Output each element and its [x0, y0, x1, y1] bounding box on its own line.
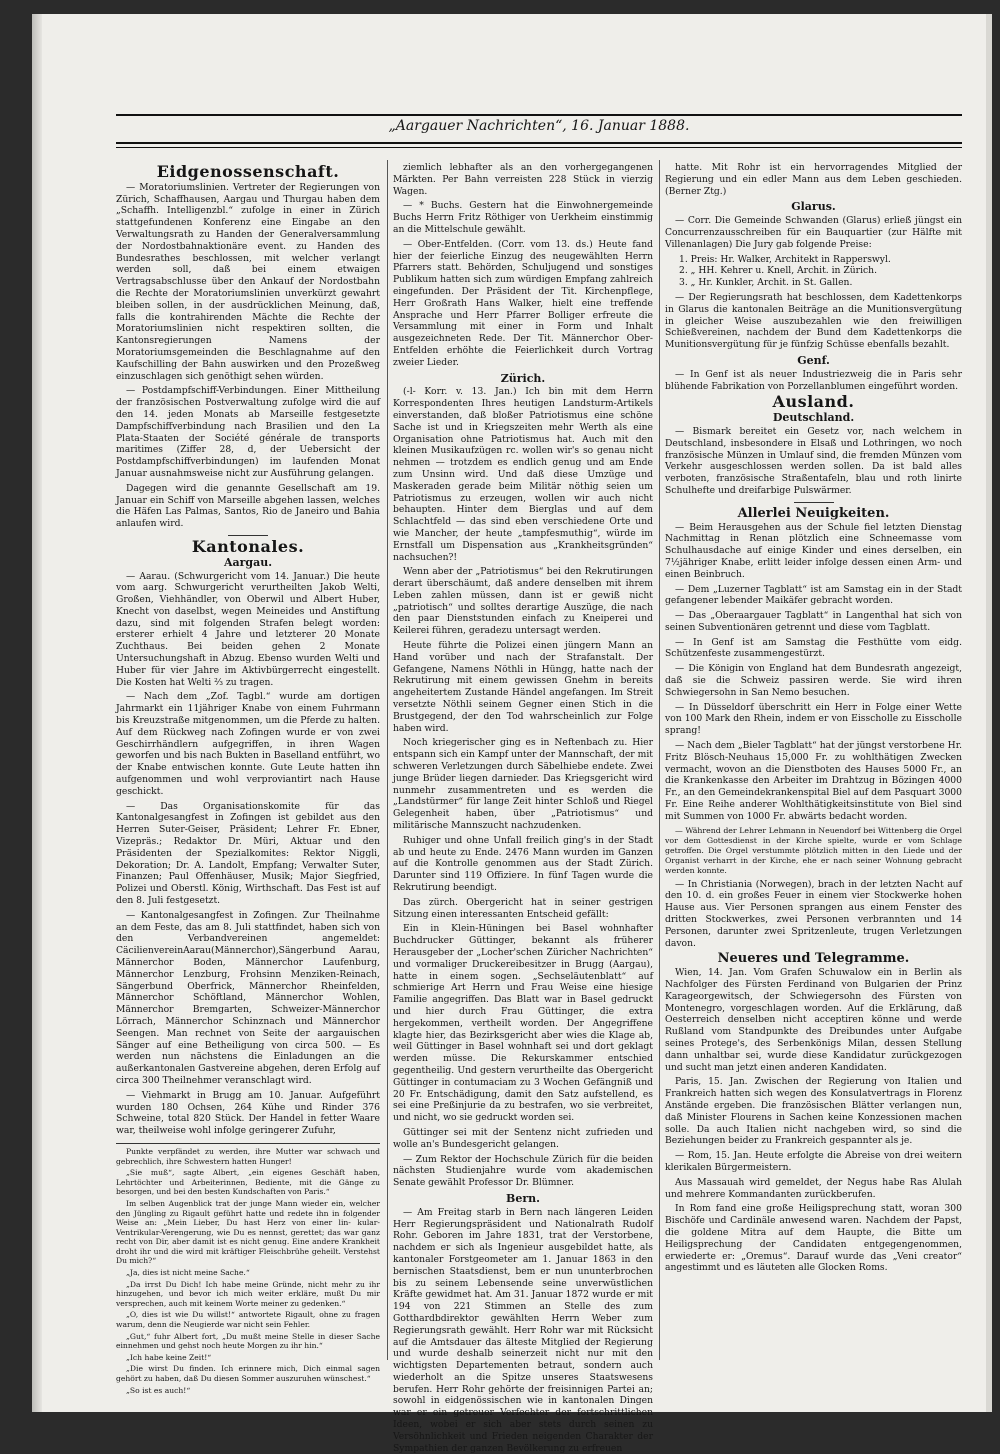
article-zurich-landsturm: (-l- Korr. v. 13. Jan.) Ich bin mit dem Herrn Korrespondenten Ihres heutigen Landsturm-Artikels einverstanden, daß bloßer Patriotismus eine schöne Sache ist und in Kriegszeiten mehr Werth als eine Organisation ohne Patriotismus hat. Auch mit den kleinen Musikaufzügen rc. wollen wir's so genau nicht nehmen — trotzdem es endlich genug und am Ende zum Unsinn wird. Und daß diese Umzüge und Maskeraden gerade beim Militär nöthig seien um Patriotismus zu erzeugen, wollen wir auch nicht behaupten. Hinter dem Bierglas und auf dem Schlachtfeld — das sind eben verschiedene Orte und wie Mancher, der heute „tampfesmuthig“, würde im Ernstfall um Dispensation aus „Krankheitsgründen“ nachsuchen?! [393, 386, 653, 563]
article-genf-porzellan: — In Genf ist als neuer Industriezweig die in Paris sehr blühende Fabrikation von Porzellanblumen eingeführt worden. [665, 368, 962, 392]
article-zurich-polizei: Heute führte die Polizei einen jüngern Mann an Hand vorüber und nach der Strafanstalt. Der Gefangene, Namens Nöthli in Hüngg, hatte nach der Rekrutirung mit einem gewissen Gnehm in bereits angeheitertem Zustande Händel angefangen. Im Streit versetzte Nöthli seinem Gegner einen Stich in die Brustgegend, der den Tod wahrscheinlich zur Folge haben wird. [393, 640, 653, 734]
prize-item: 2. „ HH. Kehrer u. Knell, Archit. in Zürich. [679, 265, 877, 277]
feuilleton-paragraph: „Sie muß“, sagte Albert, „ein eigenes Geschäft haben, Lehrtöchter und Arbeiterinnen, Bediente, mit die Gänge zu besorgen, und bei den besten Kundschaften von Paris.“ [116, 1168, 380, 1197]
article-ober-entfelden: — Ober-Entfelden. (Corr. vom 13. ds.) Heute fand hier der feierliche Einzug des neugewählten Herrn Pfarrers statt. Behörden, Schuljugend und sonstiges Publikum hatten sich zum würdigen Empfang zahlreich eingefunden. Der Präsident der Tit. Kirchenpflege, Herr Großrath Hans Walker, hielt eine treffende Ansprache und Herr Pfarrer Bolliger erfreute die Versammlung mit einer in Form und Inhalt ausgezeichneten Rede. Der Tit. Männerchor Ober-Entfelden erhöhte die Feierlichkeit durch Vortrag zweier Lieder. [393, 238, 653, 368]
section-heading-eidgenossenschaft: Eidgenossenschaft. [156, 162, 340, 181]
article-kantonalgesangfest: — Kantonalgesangfest in Zofingen. Zur Theilnahme an dem Feste, das am 8. Juli stattfindet, haben sich von den Verbandvereinen angemeldet: CäcilienvereinAarau(Männerchor),Sängerbund Aarau, Männerchor Boden, Männerchor Laufenburg, Männerchor Lenzburg, Frohsinn Menziken-Reinach, Sängerbund Oberfrick, Männerchor Rheinfelden, Männerchor Schöftland, Männerchor Wohlen, Männerchor Bremgarten, Schweizer-Männerchor Lörrach, Männerchor Schinznach und Männerchor Seengen. Man rechnet von Seite der aargauischen Sänger auf eine Betheiligung von circa 500. — Es werden nun nächstens die Einladungen an die außerkantonalen Gastvereine abgehen, deren Erfolg auf circa 300 Theilnehmer veranschlagt wird. [116, 909, 380, 1086]
subheading-aargau: Aargau. [223, 555, 273, 569]
article-zurich-patriotismus: Wenn aber der „Patriotismus“ bei den Rekrutirungen derart überschäumt, daß andere denselben mit ihrem Leben zahlen müssen, dann ist er gewiß nicht „patriotisch“ und solltes derartige Auszüge, die nach den paar Dienststunden einfach zu Kneiperei und Keilerei führen, geradezu untersagt werden. [393, 566, 653, 637]
article-aarau-schwurgericht: — Aarau. (Schwurgericht vom 14. Januar.) Die heute vom aarg. Schwurgericht verurtheilten Jakob Welti, Großen, Viehhändler, von Oberwil und Albert Huber, Knecht von daselbst, wegen Meineides und Anstiftung dazu, sind mit folgenden Strafen belegt worden: ersterer erhielt 4 Jahre und letzterer 20 Monate Zuchthaus. Bei beiden gehen 2 Monate Untersuchungshaft in Abzug. Ebenso wurden Welti und Huber für vier Jahre im Aktivbürgerrecht eingestellt. Die Kosten hat Welti ⅔ zu tragen. [116, 570, 380, 688]
article-moratoriumslinien: — Moratoriumslinien. Vertreter der Regierungen von Zürich, Schaffhausen, Aargau und Thurgau haben dem „Schaffh. Intelligenzbl.“ zufolge in einer in Zürich stattgefundenen Konferenz eine Eingabe an den Verwaltungsrath zu Handen der Generalversammlung der Nordostbahnaktionäre event. zu Handen des Bundesrathes beschlossen, mit welcher verlangt werden soll, daß bei einem etwaigen Vertragsabschlusse über den Ankauf der Nordostbahn die Rechte der Moratoriumslinien unverkürzt gewahrt bleiben sollen, in der ausdrücklichen Meinung, daß, falls die kontrahirenden Mächte die Rechte der Moratoriumslinien nicht respektiren sollten, die Kantonsregierungen Namens der Moratoriumsgemeinden die Beschlagnahme auf den Kaufschilling der Bahn auswirken und den Prozeßweg einzuschlagen sich genöthigt sehen würden. [116, 181, 380, 382]
subheading-bern: Bern. [506, 1191, 540, 1205]
article-heiligsprechung: In Rom fand eine große Heiligsprechung statt, woran 300 Bischöfe und Cardinäle anwesend waren. Nachdem der Papst, die goldene Mitra auf dem Haupte, die Bitte um Heiligsprechung der Candidaten entgegengenommen, erwiederte er: „Oremus“. Darauf wurde das „Veni creator“ angestimmt und es läuteten alle Glocken Roms. [665, 1203, 962, 1274]
section-heading-kantonales: Kantonales. [191, 536, 305, 556]
article-kadettenkorps: — Der Regierungsrath hat beschlossen, dem Kadettenkorps in Glarus die kantonalen Beiträge an die Munitionsvergütung in gleicher Weise auszubezahlen wie den freiwilligen Schießvereinen, nachdem der Bund dem Kadettenkorps die Munitionsvergütung für je fünfzig Schüsse ebenfalls bezahlt. [665, 291, 962, 351]
masthead-rule-top [116, 114, 962, 116]
article-neftenbach: Noch kriegerischer ging es in Neftenbach zu. Hier entspann sich ein Kampf unter der Mannschaft, der mit schweren Verletzungen durch Säbelhiebe endete. Zwei junge Brüder liegen darnieder. Das Kriegsgericht wird nunmehr zusammentreten und es werden die „Landstürmer“ für lange Zeit hinter Schloß und Riegel Gelegenheit haben, über „Patriotismus“ und militärische Mannszucht nachzudenken. [393, 737, 653, 832]
section-heading-ausland: Ausland. [772, 392, 855, 412]
article-koenigin: — Die Königin von England hat dem Bundesrath angezeigt, daß sie die Schweiz passiren werde. Sie wird ihren Schwiegersohn in San Nemo besuchen. [665, 663, 962, 698]
article-lehmann: — Während der Lehrer Lehmann in Neuendorf bei Wittenberg die Orgel vor dem Gottesdienst in der Kirche spielte, wurde er vom Schlage getroffen. Die Orgel verstummte plötzlich mitten in den Liede und der Organist verharrt in der Kirche, ehe er nach seiner Wohnung gebracht werden konnte. [665, 825, 962, 875]
article-postdampfschiff-cont: Dagegen wird die genannte Gesellschaft am 19. Januar ein Schiff von Marseille abgehen lassen, welches die Häfen Las Palmas, Santos, Rio de Janeiro und Bahia anlaufen wird. [116, 482, 380, 530]
feuilleton-paragraph: „O, dies ist wie Du willst!“ antwortete Rigault, ohne zu fragen warum, denn die Neugierde war nicht sein Fehler. [116, 1310, 380, 1330]
article-rekrutirung: Ruhiger und ohne Unfall freilich ging's in der Stadt ab und heute zu Ende. 2476 Mann wurden im Ganzen auf die Kontrolle genommen aus der Stadt Zürich. Darunter sind 119 Offiziere. In fünf Tagen wurde die Rekrutirung beendigt. [393, 834, 653, 894]
article-obergericht: Das zürch. Obergericht hat in seiner gestrigen Sitzung einen interessanten Entscheid gefällt: [393, 896, 653, 920]
article-guttinger: Ein in Klein-Hüningen bei Basel wohnhafter Buchdrucker Güttinger, bekannt als früherer Herausgeber der „Locher'schen Züricher Nachrichten“ und vormaliger Druckereibesitzer in Brugg (Aargau), hatte in einem sogen. „Sechseläutenblatt“ auf schmierige Art Herrn und Frau Weise eine hiesige Familie angegriffen. Das Blatt war in Basel gedruckt und hier durch Frau Güttinger, die extra hergekommen, vertheilt worden. Der Angegriffene klagte hier, das Bezirksgericht aber wies die Klage ab, weil Güttinger in Basel wohnhaft sei und dort geklagt werden müsse. Die Rekurskammer entschied gegentheilig. Und gestern verurtheilte das Obergericht Güttinger in contumaciam zu 3 Wochen Gefängniß und 20 Fr. Entschädigung, damit den Satz aufstellend, es sei eine Preßinjurie da zu bestrafen, wo sie verbreitet, und nicht, wo sie gedruckt worden sei. [393, 923, 653, 1124]
feuilleton-paragraph: „Da irrst Du Dich! Ich habe meine Gründe, nicht mehr zu ihr hinzugehen, und bevor ich mich weiter erkläre, mußt Du mir versprechen, auch mit keinem Worte meiner zu gedenken.“ [116, 1279, 380, 1308]
page-edge-right [986, 14, 992, 1412]
article-schwanden: — Corr. Die Gemeinde Schwanden (Glarus) erließ jüngst ein Concurrenzausschreiben für ein Bauquartier (zur Hälfte mit Villenanlagen) Die Jury gab folgende Preise: [665, 215, 962, 250]
separator [228, 535, 268, 536]
feuilleton-paragraph: „Ja, dies ist nicht meine Sache.“ [126, 1268, 250, 1278]
column-rule-1 [387, 160, 388, 1360]
article-buchs: — * Buchs. Gestern hat die Einwohnergemeinde Buchs Herrn Fritz Röthiger von Uerkheim einstimmig an die Mittelschule gewählt. [393, 200, 653, 235]
article-bern-rohr: — Am Freitag starb in Bern nach längeren Leiden Herr Regierungspräsident und Nationalrath Rudolf Rohr. Geboren im Jahre 1831, trat der Verstorbene, nachdem er sich als Ingenieur ausgebildet hatte, als kantonaler Forstgeometer am 1. Januar 1863 in den bernischen Staatsdienst, bem er nun ununterbrochen bis zu seinem Lebensende seine unverwüstlichen Kräfte gewidmet hat. Am 31. Januar 1872 wurde er mit 194 von 221 Stimmen an Stelle des zum Gotthardbdirektor gewählten Herrn Weber zum Regierungsrath gewählt. Herr Rohr war mit Rücksicht auf die Amtsdauer das älteste Mitglied der Regierung und wurde deshalb seinerzeit nicht nur mit den wichtigsten Departementen betraut, sondern auch wiederholt an die Spitze unseres Staatswesens berufen. Herr Rohr gehörte der freisinnigen Partei an; sowohl in eidgenössischen wie in kantonalen Dingen war er ein getreuer Verfechter der fortschrittlichen Ideen, wobei er sich aber stets durch seinen zu Versöhnlichkeit und Frieden neigenden Charakter der Sympathien der ganzen Bevölkerung zu erfreuen [393, 1206, 653, 1454]
masthead-rule-thin [116, 147, 962, 148]
article-massauah: Aus Massauah wird gemeldet, der Negus habe Ras Alulah und mehrere Kommandanten zurückberufen. [665, 1176, 962, 1200]
article-rektor-hochschule: — Zum Rektor der Hochschule Zürich für die beiden nächsten Studienjahre wurde vom akademischen Senate gewählt Professor Dr. Blümner. [393, 1153, 653, 1189]
article-bismark: — Bismark bereitet ein Gesetz vor, nach welchem in Deutschland, insbesondere in Elsaß und Lothringen, wo noch französische Münzen in Umlauf sind, die fremden Münzen vom Verkehr ausgeschlossen werden sollen. Da ist bald alles verboten, französische Straßentafeln, blau und roth linirte Schulhefte und dreifarbige Pulswärmer. [665, 425, 962, 496]
article-maikafer: — Dem „Luzerner Tagblatt“ ist am Samstag ein in der Stadt gefangener lebender Maikäfer gebracht worden. [665, 583, 962, 607]
article-renan: — Beim Herausgehen aus der Schule fiel letzten Dienstag Nachmittag in Renan plötzlich eine Schneemasse vom Schulhausdache auf einige Kinder und eines derselben, ein 7½jähriger Knabe, erlitt leider infolge dessen einen Arm- und einen Beinbruch. [665, 521, 962, 580]
subheading-genf: Genf. [797, 353, 830, 367]
feuilleton-paragraph: „Gut,“ fuhr Albert fort, „Du mußt meine Stelle in dieser Sache einnehmen und gehst noch heute Morgen zu ihr hin.“ [116, 1331, 380, 1351]
masthead-rule-bottom [116, 142, 962, 144]
article-oberaargauer: — Das „Oberaargauer Tagblatt“ in Langenthal hat sich von seinen Subventionären getrennt und diese vom Tagblatt. [665, 610, 962, 633]
article-rom: — Rom, 15. Jan. Heute erfolgte die Abreise von drei weitern klerikalen Bürgermeistern. [665, 1150, 962, 1173]
column-rule-2 [659, 160, 660, 1360]
feuilleton-paragraph: „Ich habe keine Zeit!“ [126, 1352, 212, 1362]
subheading-deutschland: Deutschland. [772, 411, 855, 425]
article-zofingen-knabe: — Nach dem „Zof. Tagbl.“ wurde am dortigen Jahrmarkt ein 11jähriger Knabe von einem Fuhrmann bis Kreuzstraße mitgenommen, um die Pferde zu halten. Auf dem Rückweg nach Zofingen wurde er von zwei Geschirrhändlern aufgegriffen, in ihren Wagen geworfen und bis nach Bukten in Baselland entführt, wo der Knabe entwischen konnte. Gute Leute hatten ihn aufgenommen und wohl verproviantirt nach Hause geschickt. [116, 691, 380, 797]
feuilleton-paragraph: „So ist es auch!“ [126, 1385, 191, 1395]
separator [794, 502, 834, 503]
article-festhuette: — In Genf ist am Samstag die Festhütte vom eidg. Schützenfeste zusammengestürzt. [665, 636, 962, 660]
prize-item: 1. Preis: Hr. Walker, Architekt in Rapperswyl. [679, 253, 891, 265]
article-wien: Wien, 14. Jan. Vom Grafen Schuwalow ein in Berlin als Nachfolger des Fürsten Ferdinand von Bulgarien der Prinz Karageorgewitsch, der Schwiegersohn des Fürsten von Montenegro, vorgeschlagen worden. Auf die Erklärung, daß Oesterreich denselben nicht acceptiren könne und werde Rußland vom Standpunkte des Dreibundes unter Aufgabe seines Protege's, des Serbenkönigs Milan, dessen Stellung dann unhaltbar sei, wurde diese Kandidatur zurückgezogen und sucht man jetzt einen anderen Kandidaten. [665, 967, 962, 1073]
newspaper-page [32, 14, 992, 1454]
article-christiania: — In Christiania (Norwegen), brach in der letzten Nacht auf den 10. d. ein großes Feuer in einem vier Stockwerke hohen Hause aus. Vier Personen sprangen aus einem Fenster des dritten Stockwerkes, zwei Personen verbrannten und 14 Personen, darunter zwei Spritzenleute, trugen Verletzungen davon. [665, 878, 962, 949]
section-heading-neueres: Neueres und Telegramme. [717, 951, 910, 967]
article-viehmarkt-brugg: — Viehmarkt in Brugg am 10. Januar. Aufgeführt wurden 180 Ochsen, 264 Kühe und Rinder 376 Schweine, total 820 Stück. Der Handel in fetter Waare war, theilweise wohl infolge geringerer Zufuhr, [116, 1089, 380, 1137]
column-3 [665, 162, 962, 1357]
feuilleton-paragraph: „Die wirst Du finden. Ich erinnere mich, Dich einmal sagen gehört zu haben, daß Du diesen Sommer auszuruhen wünschest.“ [116, 1364, 380, 1384]
article-duesseldorf: — In Düsseldorf überschritt ein Herr in Folge einer Wette von 100 Mark den Rhein, indem er von Eisscholle zu Eisscholle sprang! [665, 701, 962, 737]
article-guttinger-cont: Güttinger sei mit der Sentenz nicht zufrieden und wolle an's Bundesgericht gelangen. [393, 1126, 653, 1150]
feuilleton [116, 1143, 380, 1395]
section-heading-allerlei: Allerlei Neuigkeiten. [737, 505, 890, 521]
article-paris: Paris, 15. Jan. Zwischen der Regierung von Italien und Frankreich hatten sich wegen des Konsulatvertrags in Florenz Anstände ergeben. Die französischen Blätter verlangen nun, daß Minister Flourens in Sachen keine Konzessionen machen solle. Da auch Italien nicht nachgeben wird, so sind die Beziehungen beider zu Frankreich gespannter als je. [665, 1076, 962, 1147]
masthead [116, 118, 962, 138]
subheading-glarus: Glarus. [791, 200, 836, 214]
article-organisationskomite: — Das Organisationskomite für das Kantonalgesangfest in Zofingen ist gebildet aus den Herren Suter-Geiser, Präsident; Lehrer Fr. Ebner, Vizepräs.; Redaktor Dr. Müri, Aktuar und den Präsidenten der Spezialkomites: Rektor Niggli, Dekoration; Dr. A. Landolt, Empfang; Verwalter Suter, Finanzen; Paul Offenhäuser, Musik; Major Siegfried, Polizei und Oberstl. König, Wirthschaft. Das Fest ist auf den 8. Juli festgesetzt. [116, 800, 380, 907]
page-edge-left [32, 14, 42, 1412]
article-bern-rohr-cont: hatte. Mit Rohr ist ein hervorragendes Mitglied der Regierung und ein edler Mann aus dem Leben geschieden. (Berner Ztg.) [665, 162, 962, 197]
column-2 [393, 162, 653, 1454]
masthead-title: „Aargauer Nachrichten“, 16. Januar 1888. [388, 118, 690, 134]
column-1 [116, 162, 380, 1395]
feuilleton-paragraph: Im selben Augenblick trat der junge Mann wieder ein, welcher den Jüngling zu Rigault geführt hatte und redete ihn in folgender Weise an: „Mein Lieber, Du hast Herz von einer lin- kular-Ventrikular-Verengerung, wie Du es nennst, gerettet; das war ganz recht von Dir, aber damit ist es nicht genug. Eine andere Krankheit droht ihr und die wird mit kräftiger Fleischbrühe geheilt. Verstehst Du mich?“ [116, 1198, 380, 1266]
article-postdampfschiff: — Postdampfschiff-Verbindungen. Einer Mittheilung der französischen Postverwaltung zufolge wird die auf den 14. jeden Monats ab Marseille festgesetzte Dampfschiffverbindung nach Brasilien und den La Plata-Staaten der Société générale de transports maritimes (Ziffer 28, d, der Uebersicht der Postdampfschiffverbindungen) im laufenden Monat Januar ausnahmsweise nicht zur Ausführung gelangen. [116, 385, 380, 479]
prize-item: 3. „ Hr. Kunkler, Archit. in St. Gallen. [679, 277, 853, 289]
subheading-zurich: Zürich. [500, 371, 546, 385]
prize-list [665, 254, 962, 289]
article-viehmarkt-cont: ziemlich lebhafter als an den vorhergegangenen Märkten. Per Bahn verreisten 228 Stück in vierzig Wagen. [393, 162, 653, 197]
article-bieler-tagblatt: — Nach dem „Bieler Tagblatt“ hat der jüngst verstorbene Hr. Fritz Blösch-Neuhaus 15,000 Fr. zu wohlthätigen Zwecken vermacht, wovon an die Dienstboten des Hauses 5000 Fr., an die Krankenkasse den Arbeiter im Drahtzug in Bözingen 4000 Fr., an den Gemeindekrankenspital Biel auf dem Pasquart 3000 Fr. Eine Reihe anderer Wohlthätigkeitsinstitute von Biel sind mit Summen von 1000 Fr. abwärts bedacht worden. [665, 740, 962, 822]
feuilleton-paragraph: Punkte verpfändet zu werden, ihre Mutter war schwach und gebrechlich, ihre Schwestern hatten Hunger! [116, 1146, 380, 1166]
